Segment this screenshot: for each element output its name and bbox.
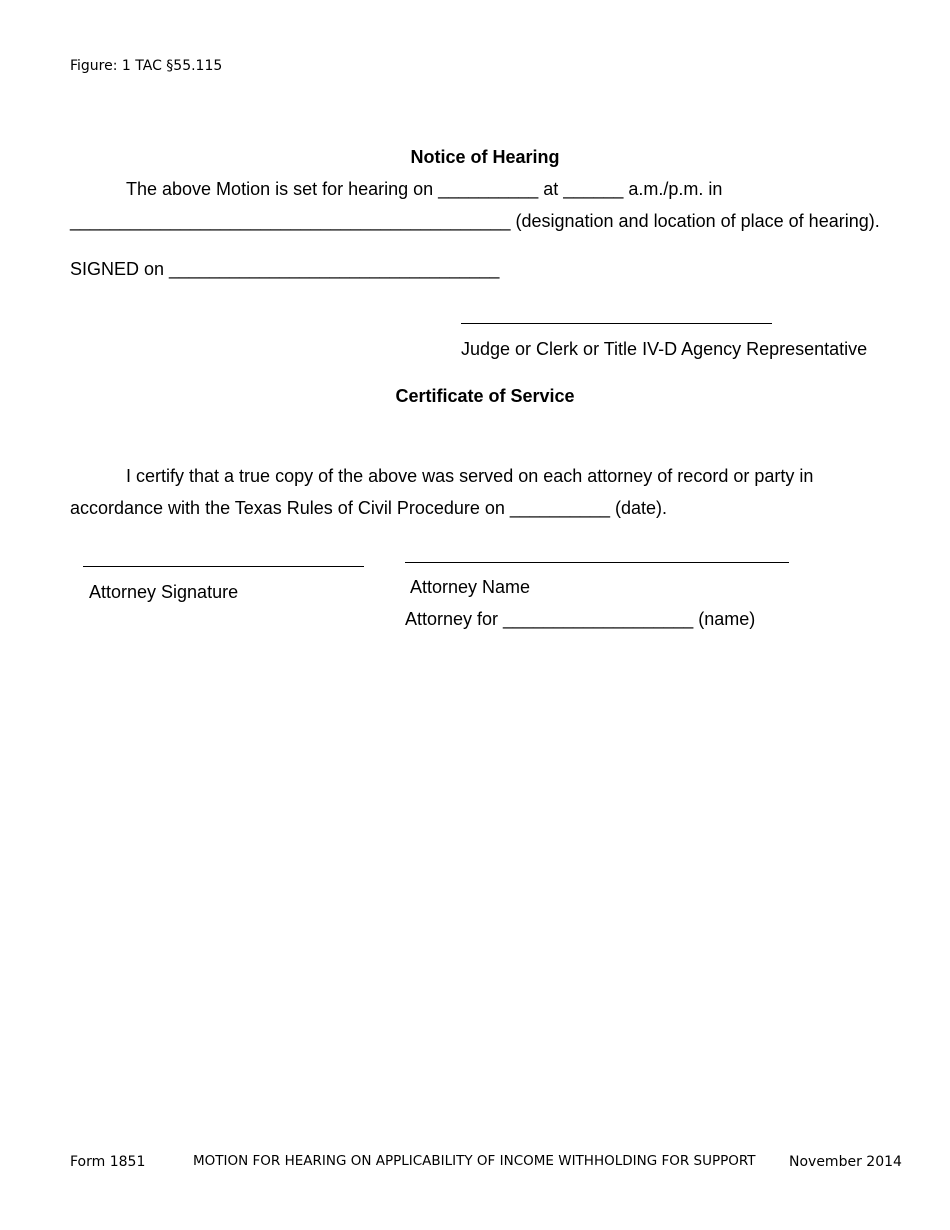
attorney-for-line: Attorney for ___________________ (name) (405, 609, 756, 629)
figure-label: Figure: 1 TAC §55.115 (70, 58, 223, 74)
certificate-statement-line1: I certify that a true copy of the above was served on each attorney of record or party in (126, 466, 814, 486)
attorney-name-label: Attorney Name (410, 577, 531, 597)
judge-label: Judge or Clerk or Title IV-D Agency Representative (461, 339, 868, 359)
judge-signature-line (461, 323, 772, 324)
footer-form-title: MOTION FOR HEARING ON APPLICABILITY OF INCOME WITHHOLDING FOR SUPPORT (193, 1153, 756, 1169)
footer-form-date: November 2014 (789, 1154, 902, 1170)
certificate-statement-line2: accordance with the Texas Rules of Civil Procedure on __________ (date). (70, 498, 668, 518)
certificate-title: Certificate of Service (395, 386, 575, 406)
signed-on-line: SIGNED on _________________________________ (70, 259, 500, 279)
attorney-name-line (405, 562, 789, 563)
attorney-signature-label: Attorney Signature (89, 582, 239, 602)
notice-hearing-line: The above Motion is set for hearing on __________ at ______ a.m./p.m. in (126, 179, 723, 199)
notice-location-line: ____________________________________________ (designation and location of place of hearing). (70, 211, 880, 231)
notice-title: Notice of Hearing (410, 147, 560, 167)
footer-form-number: Form 1851 (70, 1154, 146, 1170)
attorney-signature-line (83, 566, 364, 567)
